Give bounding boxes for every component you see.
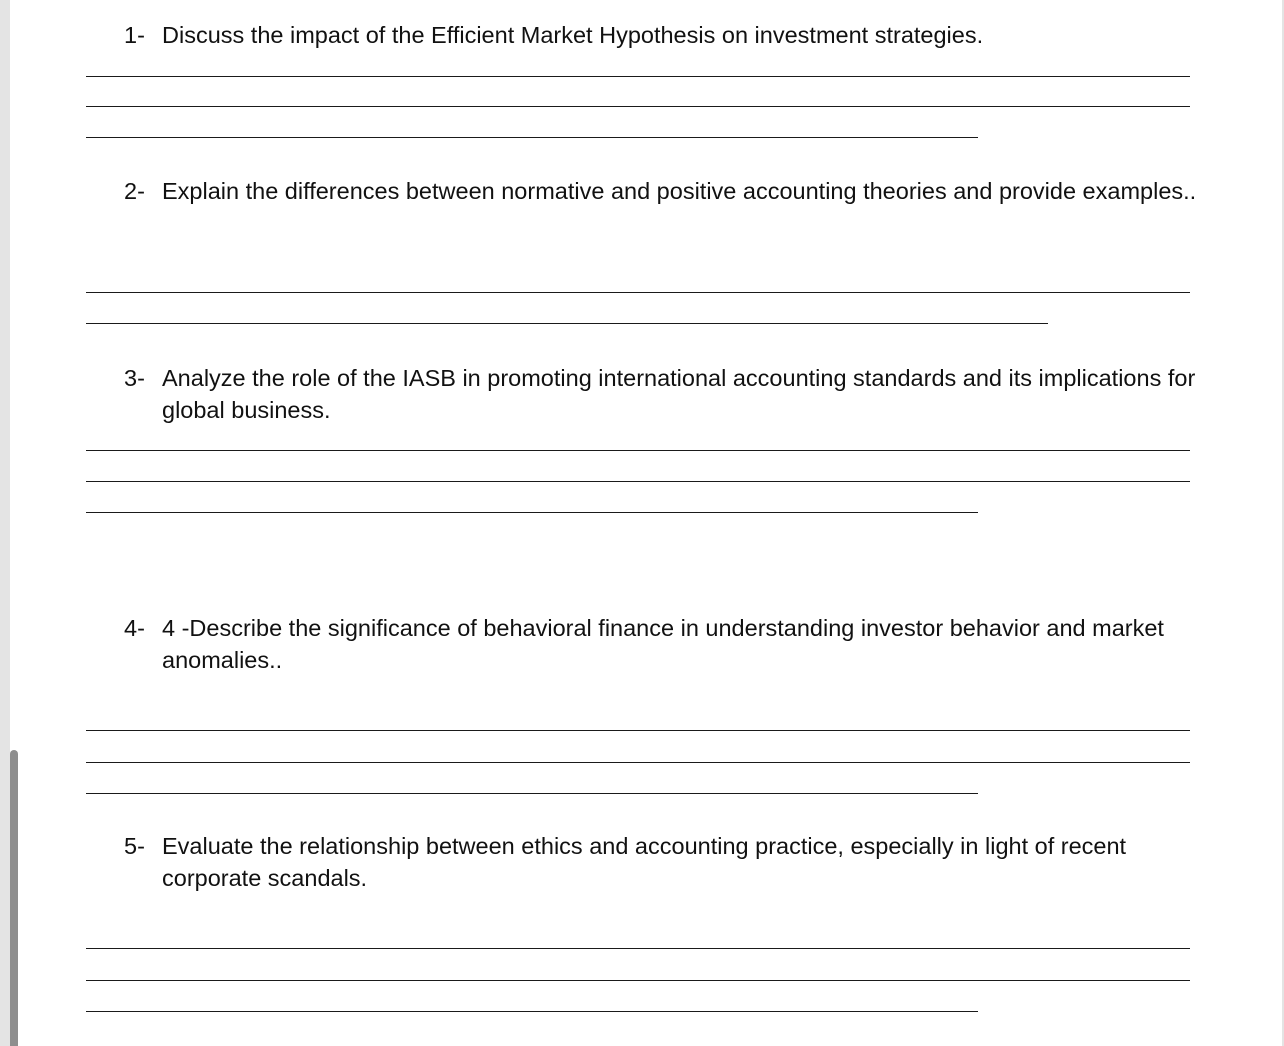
- question-4: [124, 612, 1204, 676]
- answer-line[interactable]: [86, 762, 1190, 763]
- answer-line[interactable]: [86, 730, 1190, 731]
- answer-line[interactable]: [86, 793, 978, 794]
- question-1: [124, 19, 1204, 51]
- question-text: Evaluate the relationship between ethics and accounting practice, especially in light of recent corporate scandals.: [162, 833, 1127, 891]
- question-text: Analyze the role of the IASB in promoting international accounting standards and its implications for global business.: [162, 365, 1196, 423]
- scrollbar-thumb[interactable]: [10, 750, 18, 1046]
- question-3: [124, 362, 1204, 426]
- question-text: Explain the differences between normative and positive accounting theories and provide examples..: [162, 178, 1197, 204]
- question-number: 2-: [124, 178, 145, 204]
- question-number: 5-: [124, 833, 145, 859]
- question-text: Discuss the impact of the Efficient Market Hypothesis on investment strategies.: [162, 22, 984, 48]
- answer-line[interactable]: [86, 1011, 978, 1012]
- question-number: 4-: [124, 615, 145, 641]
- question-number: 1-: [124, 22, 145, 48]
- answer-line[interactable]: [86, 481, 1190, 482]
- answer-line[interactable]: [86, 450, 1190, 451]
- question-text: 4 -Describe the significance of behavioral finance in understanding investor behavior and market anomalies..: [162, 615, 1164, 673]
- answer-line[interactable]: [86, 980, 1190, 981]
- answer-line[interactable]: [86, 948, 1190, 949]
- question-2: [124, 175, 1204, 207]
- answer-line[interactable]: [86, 76, 1190, 77]
- answer-line[interactable]: [86, 137, 978, 138]
- answer-line[interactable]: [86, 292, 1190, 293]
- answer-line[interactable]: [86, 323, 1048, 324]
- answer-line[interactable]: [86, 106, 1190, 107]
- answer-line[interactable]: [86, 512, 978, 513]
- question-5: [124, 830, 1204, 894]
- question-number: 3-: [124, 365, 145, 391]
